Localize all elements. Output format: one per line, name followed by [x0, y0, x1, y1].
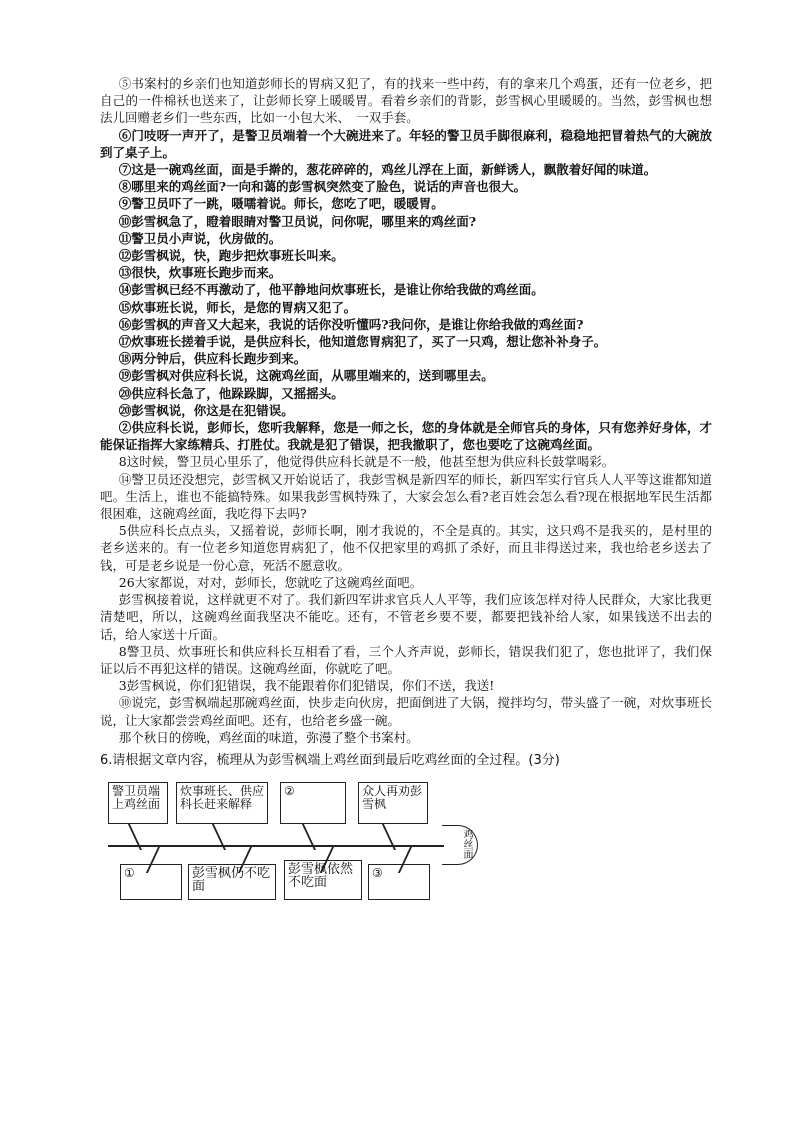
paragraph: ⑬很快，炊事班长跑步而来。	[118, 265, 282, 281]
fishbone-diagram	[100, 768, 480, 908]
paragraph: ⑯彭雪枫的声音又大起来，我说的话你没听懂吗?我问你，是谁让你给我做的鸡丝面?	[118, 316, 584, 332]
paragraph: ⑨警卫员吓了一跳，嗫嚅着说。师长，您吃了吧，暖暖胃。	[118, 196, 444, 212]
paragraph: ⑰炊事班长搓着手说，是供应科长，他知道您胃病犯了，买了一只鸡，想让您补补身子。	[118, 334, 607, 350]
paragraph: 26大家都说，对对，彭师长，您就吃了这碗鸡丝面吧。	[118, 574, 423, 590]
box-top-2: 炊事班长、供应科长赶来解释	[176, 782, 268, 824]
paragraph: 8警卫员、炊事班长和供应科长互相看了看，三个人齐声说，彭师长，错误我们犯了，您也批评了，我们保证以后不再犯这样的错误。这碗鸡丝面，你就吃了吧。	[100, 643, 712, 676]
paragraph: ⑩彭雪枫急了，瞪着眼睛对警卫员说，问你呢，哪里来的鸡丝面?	[118, 213, 477, 229]
paragraph: 3彭雪枫说，你们犯错误，我不能跟着你们犯错误，你们不送，我送!	[118, 678, 495, 694]
paragraph: ⑭彭雪枫已经不再激动了，他平静地问炊事班长，是谁让你给我做的鸡丝面。	[118, 282, 544, 298]
paragraph: ⑤书案村的乡亲们也知道彭师长的胃病又犯了，有的找来一些中药，有的拿来几个鸡蛋，还有一位老乡，把自己的一件棉袄也送来了，让彭师长穿上暖暖胃。看着乡亲们的背影，彭雪枫心里暖暖的。当然，彭雪枫也想法儿回赠老乡们一些东西，比如一小包大米、 一双手套。	[100, 76, 712, 126]
paragraph: ⑦这是一碗鸡丝面，面是手擀的，葱花碎碎的，鸡丝儿浮在上面，新鲜诱人，飘散着好闻的味道。	[118, 162, 657, 178]
passage	[100, 75, 712, 746]
paragraph: ②供应科长说，彭师长，您听我解释，您是一师之长，您的身体就是全师官兵的身体，只有您养好身体，才能保证指挥大家练精兵、打胜仗。我就是犯了错误，把我撤职了，您也要吃了这碗鸡丝面。	[100, 420, 712, 453]
box-top-1: 警卫员端上鸡丝面	[108, 782, 168, 824]
paragraph: ⑳供应科长急了，他跺跺脚，又摇摇头。	[118, 385, 344, 401]
paragraph: ⑧哪里来的鸡丝面?一向和蔼的彭雪枫突然变了脸色，说话的声音也很大。	[118, 179, 527, 195]
fishbone-head: 鸡丝面	[442, 825, 478, 865]
box-bottom-1: ①	[120, 864, 182, 900]
paragraph: ⑳彭雪枫说，你这是在犯错误。	[118, 402, 294, 418]
question-6: 6.请根据文章内容，梳理从为彭雪枫端上鸡丝面到最后吃鸡丝面的全过程。(3分)	[100, 753, 560, 768]
paragraph: 那个秋日的傍晚，鸡丝面的味道，弥漫了整个书案村。	[118, 729, 419, 745]
box-top-4: 众人再劝彭雪枫	[358, 782, 428, 824]
paragraph: ⑱两分钟后，供应科长跑步到来。	[118, 351, 307, 367]
paragraph: ⑪警卫员小声说，伙房做的。	[118, 230, 282, 246]
paragraph: ⑥门吱呀一声开了，是警卫员端着一个大碗进来了。年轻的警卫员手脚很麻利，稳稳地把冒着热气的大碗放到了桌子上。	[100, 127, 712, 160]
box-top-3: ②	[280, 782, 346, 824]
box-bottom-3: 彭雪枫依然不吃面	[284, 860, 362, 900]
paragraph: 5供应科长点点头，又摇着说，彭师长啊，刚才我说的，不全是真的。其实，这只鸡不是我买的，是村里的老乡送来的。有一位老乡知道您胃病犯了，他不仅把家里的鸡抓了杀好，而且非得送过来，我也给老乡送去了钱，可是老乡说是一份心意，死活不愿意收。	[100, 523, 712, 573]
paragraph: ⑫彭雪枫说，快，跑步把炊事班长叫来。	[118, 248, 344, 264]
paragraph: ⑮炊事班长说，师长，是您的胃病又犯了。	[118, 299, 357, 315]
box-bottom-4: ③	[368, 864, 430, 900]
paragraph: ⑲彭雪枫对供应科长说，这碗鸡丝面，从哪里端来的，送到哪里去。	[118, 368, 494, 384]
box-bottom-2: 彭雪枫仍不吃面	[188, 864, 276, 900]
paragraph: 8这时候，警卫员心里乐了，他觉得供应科长就是不一般，他甚至想为供应科长鼓掌喝彩。	[118, 454, 615, 470]
paragraph: ⑭警卫员还没想完，彭雪枫又开始说话了，我彭雪枫是新四军的师长，新四军实行官兵人人平等这谁都知道吧。生活上，谁也不能搞特殊。如果我彭雪枫特殊了，大家会怎么看?老百姓会怎么看?现在根据地军民生活都很困难，这碗鸡丝面，我吃得下去吗?	[100, 471, 712, 522]
paragraph: ⑩说完，彭雪枫端起那碗鸡丝面，快步走向伙房，把面倒进了大锅，搅拌均匀，带头盛了一碗，对炊事班长说，让大家都尝尝鸡丝面吧。还有，也给老乡盛一碗。	[100, 695, 712, 728]
paragraph: 彭雪枫接着说，这样就更不对了。我们新四军讲求官兵人人平等，我们应该怎样对待人民群众，大家比我更清楚吧，所以，这碗鸡丝面我坚决不能吃。还有，不管老乡要不要，都要把钱补给人家，如果钱送不出去的话，给人家送十斤面。	[100, 592, 712, 642]
